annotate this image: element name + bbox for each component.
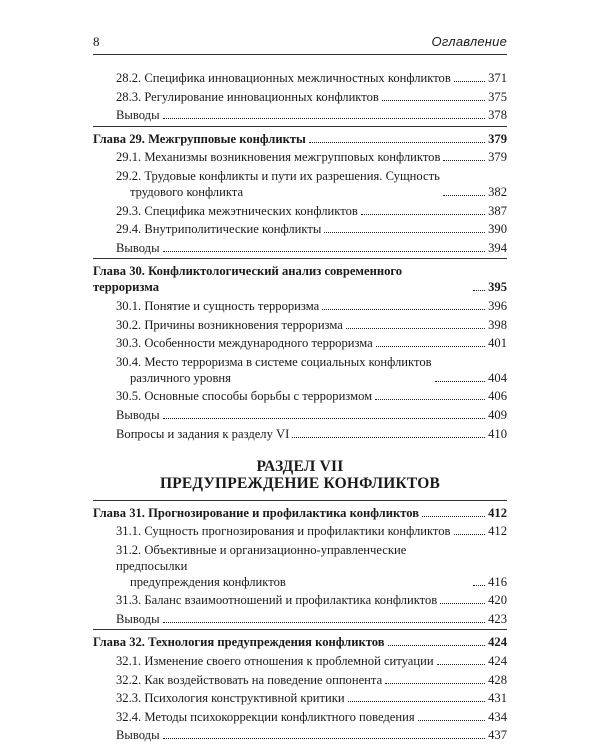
- leader-dots: [443, 194, 485, 196]
- toc-entry[interactable]: 30.2. Причины возникновения терроризма 398: [116, 317, 507, 332]
- page-ref: 398: [488, 317, 507, 332]
- divider: [93, 500, 507, 501]
- page-ref: 434: [488, 709, 507, 724]
- toc-entry[interactable]: Выводы 423: [116, 611, 507, 626]
- divider: [93, 126, 507, 127]
- page-ref: 412: [488, 505, 507, 520]
- divider: [93, 629, 507, 630]
- toc-entry[interactable]: 32.4. Методы психокоррекции конфликтного поведения 434: [116, 709, 507, 724]
- page-ref: 375: [488, 89, 507, 104]
- section-title: ПРЕДУПРЕЖДЕНИЕ КОНФЛИКТОВ: [159, 474, 441, 492]
- toc-entry[interactable]: 32.3. Психология конструктивной критики 431: [116, 691, 507, 706]
- toc-entry[interactable]: 29.4. Внутриполитические конфликты 390: [116, 222, 507, 237]
- page-ref: 409: [488, 407, 507, 422]
- page-ref: 437: [488, 728, 507, 743]
- toc-entry[interactable]: Выводы 378: [116, 108, 507, 123]
- page-ref: 401: [488, 336, 507, 351]
- leader-dots: [440, 602, 485, 604]
- leader-dots: [437, 663, 486, 665]
- toc-entry[interactable]: Выводы 409: [116, 407, 507, 422]
- toc-entry[interactable]: 29.1. Механизмы возникновения межгрупповых конфликтов 379: [116, 150, 507, 165]
- toc-entry[interactable]: 28.3. Регулирование инновационных конфликтов 375: [116, 89, 507, 104]
- toc-entry[interactable]: 31.2. Объективные и организационно-управленческие предпосылки предупреждения конфликтов 416: [116, 542, 507, 589]
- leader-dots: [348, 700, 485, 702]
- page-ref: 420: [488, 593, 507, 608]
- leader-dots: [309, 141, 485, 143]
- page-ref: 390: [488, 222, 507, 237]
- page-ref: 431: [488, 691, 507, 706]
- page-ref: 371: [488, 71, 507, 85]
- page-ref: 428: [488, 672, 507, 687]
- page-ref: 394: [488, 240, 507, 255]
- toc-entry[interactable]: 30.5. Основные способы борьбы с терроризмом 406: [116, 389, 507, 404]
- page-ref: 396: [488, 298, 507, 313]
- page-ref: 378: [488, 108, 507, 123]
- leader-dots: [388, 644, 486, 646]
- page-ref: 412: [488, 524, 507, 539]
- section-number: РАЗДЕЛ VII: [256, 457, 344, 475]
- page-ref: 382: [488, 184, 507, 199]
- leader-dots: [322, 308, 485, 310]
- page-ref: 406: [488, 389, 507, 404]
- leader-dots: [443, 159, 485, 161]
- toc-entry[interactable]: 31.1. Сущность прогнозирования и профилактики конфликтов 412: [116, 524, 507, 539]
- table-of-contents: [93, 70, 507, 746]
- page-ref: 404: [488, 370, 507, 385]
- page-ref: 424: [488, 654, 507, 669]
- chapter-31-heading[interactable]: Глава 31. Прогнозирование и профилактика конфликтов 412: [93, 505, 507, 520]
- leader-dots: [435, 380, 486, 382]
- toc-entry[interactable]: 30.1. Понятие и сущность терроризма 396: [116, 298, 507, 313]
- leader-dots: [385, 682, 485, 684]
- leader-dots: [454, 533, 486, 535]
- leader-dots: [163, 117, 486, 119]
- chapter-30-heading[interactable]: Глава 30. Конфликтологический анализ современного терроризма 395: [93, 264, 507, 295]
- toc-entry[interactable]: 29.3. Специфика межэтнических конфликтов 387: [116, 203, 507, 218]
- toc-entry[interactable]: 30.4. Место терроризма в системе социальных конфликтов различного уровня 404: [116, 354, 507, 385]
- toc-entry[interactable]: Выводы 394: [116, 240, 507, 255]
- page-ref: 387: [488, 203, 507, 218]
- divider: [93, 258, 507, 259]
- toc-entry[interactable]: 28.2. Специфика инновационных межличностных конфликтов 371: [116, 71, 507, 85]
- running-title: Оглавление: [431, 34, 507, 49]
- leader-dots: [376, 345, 485, 347]
- page-ref: 379: [488, 150, 507, 165]
- page-ref: 379: [488, 131, 507, 146]
- section-heading: [93, 458, 507, 492]
- page-ref: 416: [488, 574, 507, 589]
- leader-dots: [324, 231, 485, 233]
- toc-entry[interactable]: 32.1. Изменение своего отношения к проблемной ситуации 424: [116, 654, 507, 669]
- toc-entry[interactable]: 30.3. Особенности международного терроризма 401: [116, 336, 507, 351]
- leader-dots: [163, 621, 486, 623]
- chapter-29-heading[interactable]: Глава 29. Межгрупповые конфликты 379: [93, 131, 507, 146]
- toc-entry[interactable]: 29.2. Трудовые конфликты и пути их разрешения. Сущность трудового конфликта 382: [116, 168, 507, 199]
- leader-dots: [163, 250, 486, 252]
- leader-dots: [292, 436, 485, 438]
- leader-dots: [375, 398, 485, 400]
- leader-dots: [473, 289, 485, 291]
- page-ref: 410: [488, 426, 507, 441]
- leader-dots: [163, 737, 486, 739]
- page-ref: 424: [488, 635, 507, 650]
- page-header: [93, 34, 507, 55]
- toc-entry-questions[interactable]: Вопросы и задания к разделу VI 410: [116, 426, 507, 441]
- page-ref: 395: [488, 280, 507, 295]
- leader-dots: [361, 213, 485, 215]
- leader-dots: [346, 327, 485, 329]
- leader-dots: [163, 417, 486, 419]
- toc-entry[interactable]: 32.2. Как воздействовать на поведение оппонента 428: [116, 672, 507, 687]
- page-number: 8: [93, 34, 100, 49]
- leader-dots: [418, 719, 485, 721]
- leader-dots: [382, 99, 485, 101]
- leader-dots: [473, 584, 485, 586]
- page-ref: 423: [488, 611, 507, 626]
- toc-entry[interactable]: Выводы 437: [116, 728, 507, 743]
- toc-entry[interactable]: 31.3. Баланс взаимоотношений и профилактика конфликтов 420: [116, 593, 507, 608]
- leader-dots: [422, 515, 485, 517]
- leader-dots: [454, 80, 485, 82]
- chapter-32-heading[interactable]: Глава 32. Технология предупреждения конфликтов 424: [93, 635, 507, 650]
